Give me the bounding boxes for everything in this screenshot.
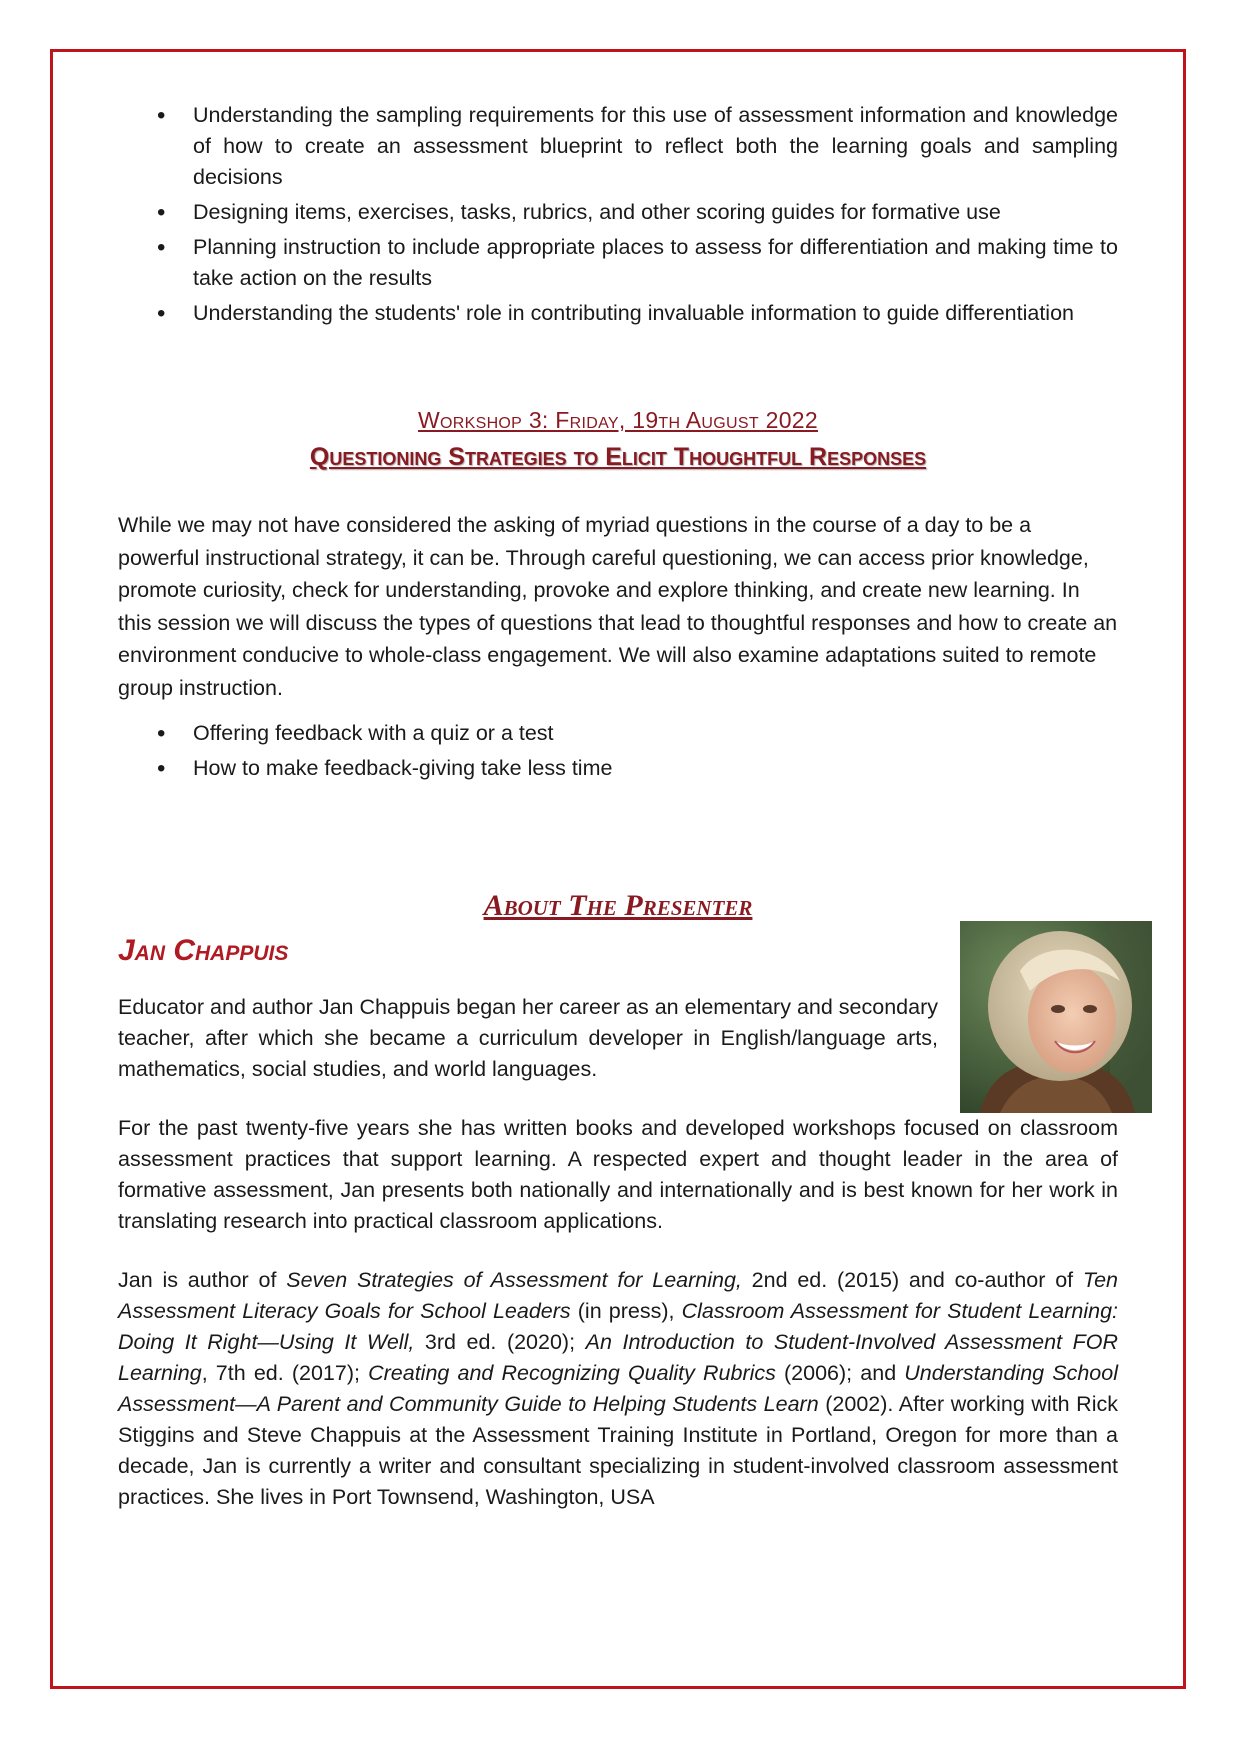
book-title: Seven Strategies of Assessment for Learning, xyxy=(286,1268,742,1292)
bio-text: 3rd ed. (2020); xyxy=(414,1330,586,1354)
book-title: An Introduction to Student-Involved Assessment FOR Learning xyxy=(118,1330,1118,1385)
list-item: • Planning instruction to include appropriate places to assess for differentiation and making time to take action on the results xyxy=(118,232,1118,294)
presenter-bio-paragraph-2: For the past twenty-five years she has written books and developed workshops focused on classroom assessment practices that support learning. A respected expert and thought leader in the area of formative assessment, Jan presents both nationally and internationally and is best known for her work in translating research into practical classroom applications. xyxy=(118,1116,1118,1233)
bio-text: (2006); and xyxy=(775,1361,905,1385)
list-item: • Designing items, exercises, tasks, rubrics, and other scoring guides for formative use xyxy=(118,197,1118,228)
bio-text: Jan is author of xyxy=(118,1268,287,1292)
list-item: • Understanding the students' role in contributing invaluable information to guide differentiation xyxy=(118,298,1118,329)
workshop-bullet-list xyxy=(118,718,1118,784)
presenter-photo xyxy=(960,921,1152,1113)
workshop-description: While we may not have considered the asking of myriad questions in the course of a day to be a powerful instructional strategy, it can be. Through careful questioning, we can access prior knowledge, promote curiosity, check for understanding, provoke and explore thinking, and create new learning. In this session we will discuss the types of questions that lead to thoughtful responses and how to create an environment conducive to whole-class engagement. We will also examine adaptations suited to remote group instruction. xyxy=(118,513,1118,700)
book-title: Ten Assessment Literacy Goals for School Leaders xyxy=(118,1268,1118,1323)
list-item: • Understanding the sampling requirements for this use of assessment information and knowledge of how to create an assessment blueprint to reflect both the learning goals and sampling decisions xyxy=(118,100,1118,193)
bio-text: 2nd ed. (2015) and co-author of xyxy=(741,1268,1083,1292)
list-item: • How to make feedback-giving take less time xyxy=(118,753,1118,784)
presenter-bio-paragraph-1: Educator and author Jan Chappuis began her career as an elementary and secondary teacher, after which she became a curriculum developer in English/language arts, mathematics, social studies, and world languages. xyxy=(118,995,938,1081)
portrait-image xyxy=(960,921,1152,1113)
presenter-bio-paragraph-3 xyxy=(118,1265,1118,1513)
bio-text: , 7th ed. (2017); xyxy=(201,1361,369,1385)
book-title: Understanding School Assessment—A Parent and Community Guide to Helping Students Learn xyxy=(118,1361,1118,1416)
bio-text: (2002). After working with Rick Stiggins and Steve Chappuis at the Assessment Training Institute in Portland, Oregon for more than a decade, Jan is currently a writer and consultant specializing in student-involved classroom assessment practices. She lives in Port Townsend, Washington, USA xyxy=(118,1392,1118,1509)
about-presenter-heading: About The Presenter xyxy=(483,889,753,922)
book-title: Classroom Assessment for Student Learning: Doing It Right—Using It Well, xyxy=(118,1299,1118,1354)
requirements-list xyxy=(118,100,1118,329)
book-title: Creating and Recognizing Quality Rubrics xyxy=(368,1361,776,1385)
list-item: • Offering feedback with a quiz or a test xyxy=(118,718,1118,749)
presenter-section xyxy=(118,935,1118,1085)
bio-text: (in press), xyxy=(570,1299,682,1323)
workshop-date-heading: Workshop 3: Friday, 19th August 2022 xyxy=(418,407,818,433)
workshop-title: Questioning Strategies to Elicit Thoughtful Responses xyxy=(309,443,927,471)
presenter-name: Jan Chappuis xyxy=(118,934,289,967)
document-body xyxy=(118,100,1118,1513)
